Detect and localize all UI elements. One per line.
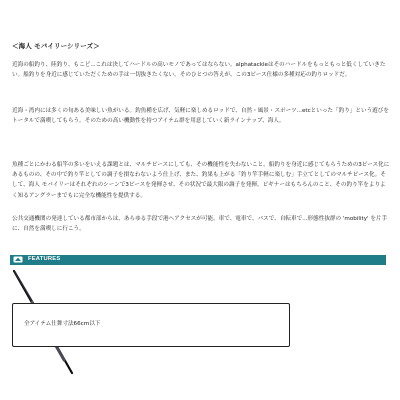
features-label: FEATURES bbox=[28, 256, 61, 262]
page-heading: ＜海人 モバイリーシリーズ＞ bbox=[12, 42, 100, 50]
note-box bbox=[12, 303, 290, 347]
description-paragraph-1: 近海の船釣り、陸釣り、もこど...これは決してハードルの高いモノであってはならない。alphatackleはそのハードルをもっともっと低くしていきたい。船釣りを身近に感じていただくための手は一切抜きたくない。そのひとつの答えが、この3ピース仕様の多種対応の釣りロッドだ。 bbox=[12, 62, 386, 79]
features-section-bar bbox=[10, 255, 386, 264]
description-paragraph-4: 公共交通機関の発達している都市部からは、あらゆる手段で港へアクセスが可能。車で、電車で、バスで、自転車で...形態性抜群の 'mobility' を片手に、自然を満喫しに行こう。 bbox=[12, 216, 388, 233]
description-paragraph-2: 近海・湾内には多くの旬ある美味しい魚がいる。釣魚種を広げ、気軽に楽しめるロッドで、自然・風景・スポーツ...etcといった「釣り」という遊びをトータルで満喫してもらう。そのための高い機動性を持つアイテム群を用意していく新ラインナップ、海人。 bbox=[12, 108, 389, 125]
note-text: 全アイテム仕舞寸法66cm以下 bbox=[24, 321, 101, 327]
feature-icon bbox=[13, 256, 23, 263]
description-paragraph-3: 魚種ごとにかわる船竿の多いをいえる課題とは、マルチピースにしても、その機能性を失わないこと。船釣りを身近に感じてもらうための3ピース化にあるものの、その中で釣り竿としての調子を損なわないよう仕上げ、また、釣果も上がる「釣り竿手軽に楽しむ」手立てとしてのマルチピース化。そして、海人 モバイリーはそれぞれのシーンで3ピースを発揮させ、その状況で最大限の調子を発揮。ビギナーはもちろんのこと、その釣り竿をよりよく知るアングラーまでもに完全な機能性を提供する。 bbox=[12, 162, 390, 199]
features-divider bbox=[10, 264, 386, 265]
